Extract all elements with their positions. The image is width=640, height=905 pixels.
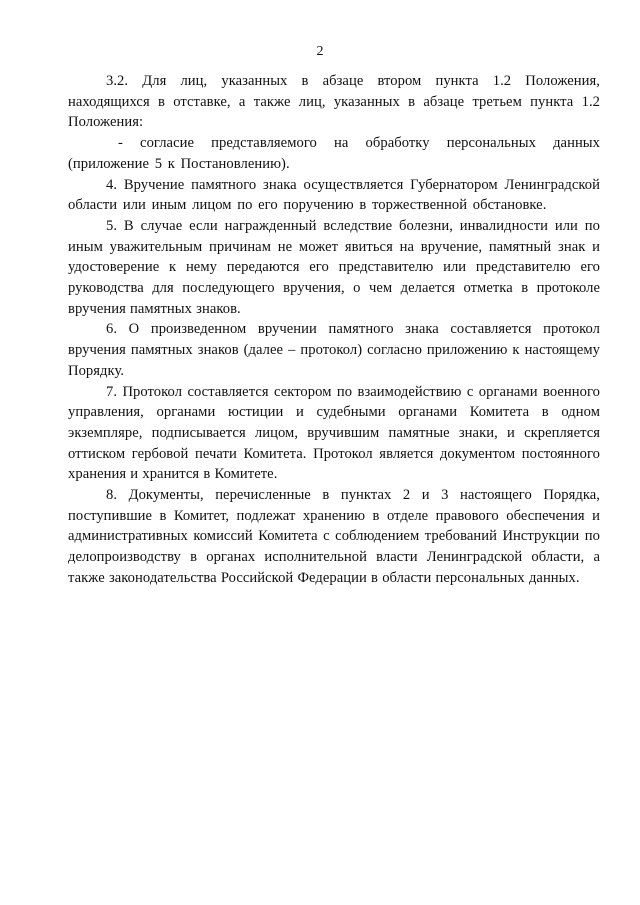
page-number: 2 <box>316 44 324 59</box>
paragraph-3-2: 3.2. Для лиц, указанных в абзаце втором пункта 1.2 Положения, находящихся в отставке, а также лиц, указанных в абзаце третьем пункта 1.2 Положения: <box>68 73 600 131</box>
paragraph-4: 4. Вручение памятного знака осуществляется Губернатором Ленинградской области или иным лицом по его поручению в торжественной обстановке. <box>68 176 600 214</box>
paragraph-7: 7. Протокол составляется сектором по взаимодействию с органами военного управления, органами юстиции и судебными органами Комитета в одном экземпляре, подписывается лицом, вручившим памятные знаки, и скрепляется оттиском гербовой печати Комитета. Протокол является документом постоянного хранения и хранится в Комитете. <box>68 383 600 483</box>
paragraph-6: 6. О произведенном вручении памятного знака составляется протокол вручения памятных знаков (далее – протокол) согласно приложению к настоящему Порядку. <box>68 321 600 379</box>
paragraph-5: 5. В случае если награжденный вследствие болезни, инвалидности или по иным уважительным причинам не может явиться на вручение, памятный знак и удостоверение к нему передаются его представителю или представителю его руководства для последующего вручения, о чем делается отметка в протоколе вручения памятных знаков. <box>68 217 600 317</box>
document-body <box>68 71 600 589</box>
paragraph-consent-item: - согласие представляемого на обработку персональных данных (приложение 5 к Постановлению). <box>68 135 600 172</box>
paragraph-8: 8. Документы, перечисленные в пунктах 2 и 3 настоящего Порядка, поступившие в Комитет, подлежат хранению в отделе правового обеспечения и административных комиссий Комитета с соблюдением требований Инструкции по делопроизводству в органах исполнительной власти Ленинградской области, а также законодательства Российской Федерации в области персональных данных. <box>68 487 600 586</box>
